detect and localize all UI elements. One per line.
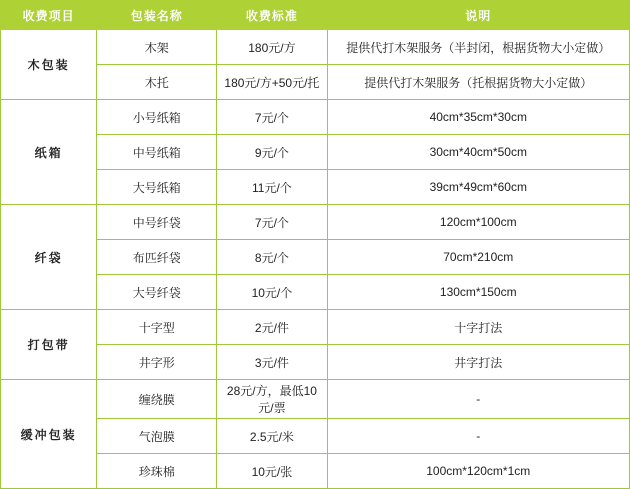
- category-cell: 打包带: [1, 310, 97, 380]
- price-cell: 9元/个: [217, 135, 327, 170]
- package-name-cell: 布匹纤袋: [97, 240, 217, 275]
- description-cell: 30cm*40cm*50cm: [327, 135, 630, 170]
- package-name-cell: 井字形: [97, 345, 217, 380]
- description-cell: 120cm*100cm: [327, 205, 630, 240]
- package-name-cell: 缠绕膜: [97, 380, 217, 419]
- table-row: [1, 100, 630, 135]
- category-cell: 缓冲包装: [1, 380, 97, 489]
- table-row: [1, 380, 630, 419]
- price-cell: 8元/个: [217, 240, 327, 275]
- price-cell: 2元/件: [217, 310, 327, 345]
- description-cell: 100cm*120cm*1cm: [327, 454, 630, 489]
- package-name-cell: 大号纸箱: [97, 170, 217, 205]
- package-name-cell: 小号纸箱: [97, 100, 217, 135]
- package-name-cell: 十字型: [97, 310, 217, 345]
- description-cell: 提供代打木架服务（半封闭，根据货物大小定做）: [327, 30, 630, 65]
- description-cell: 130cm*150cm: [327, 275, 630, 310]
- package-name-cell: 中号纤袋: [97, 205, 217, 240]
- table-row: [1, 30, 630, 65]
- price-cell: 7元/个: [217, 205, 327, 240]
- description-cell: 井字打法: [327, 345, 630, 380]
- description-cell: 提供代打木架服务（托根据货物大小定做）: [327, 65, 630, 100]
- price-cell: 180元/方: [217, 30, 327, 65]
- price-cell: 7元/个: [217, 100, 327, 135]
- header-price-standard: 收费标准: [217, 1, 327, 30]
- package-name-cell: 木架: [97, 30, 217, 65]
- package-name-cell: 气泡膜: [97, 419, 217, 454]
- description-cell: 39cm*49cm*60cm: [327, 170, 630, 205]
- price-cell: 10元/张: [217, 454, 327, 489]
- price-cell: 28元/方，最低10元/票: [217, 380, 327, 419]
- table-header-row: [1, 1, 630, 30]
- header-description: 说明: [327, 1, 630, 30]
- description-cell: -: [327, 380, 630, 419]
- header-package-name: 包装名称: [97, 1, 217, 30]
- category-cell: 纤袋: [1, 205, 97, 310]
- description-cell: 70cm*210cm: [327, 240, 630, 275]
- price-cell: 10元/个: [217, 275, 327, 310]
- table-row: [1, 310, 630, 345]
- description-cell: 40cm*35cm*30cm: [327, 100, 630, 135]
- price-cell: 180元/方+50元/托: [217, 65, 327, 100]
- description-cell: 十字打法: [327, 310, 630, 345]
- category-cell: 纸箱: [1, 100, 97, 205]
- price-cell: 2.5元/米: [217, 419, 327, 454]
- description-cell: -: [327, 419, 630, 454]
- header-category: 收费项目: [1, 1, 97, 30]
- table-row: [1, 205, 630, 240]
- package-name-cell: 珍珠棉: [97, 454, 217, 489]
- package-name-cell: 中号纸箱: [97, 135, 217, 170]
- price-cell: 11元/个: [217, 170, 327, 205]
- price-cell: 3元/件: [217, 345, 327, 380]
- package-name-cell: 木托: [97, 65, 217, 100]
- table-body: [1, 30, 630, 489]
- package-name-cell: 大号纤袋: [97, 275, 217, 310]
- category-cell: 木包装: [1, 30, 97, 100]
